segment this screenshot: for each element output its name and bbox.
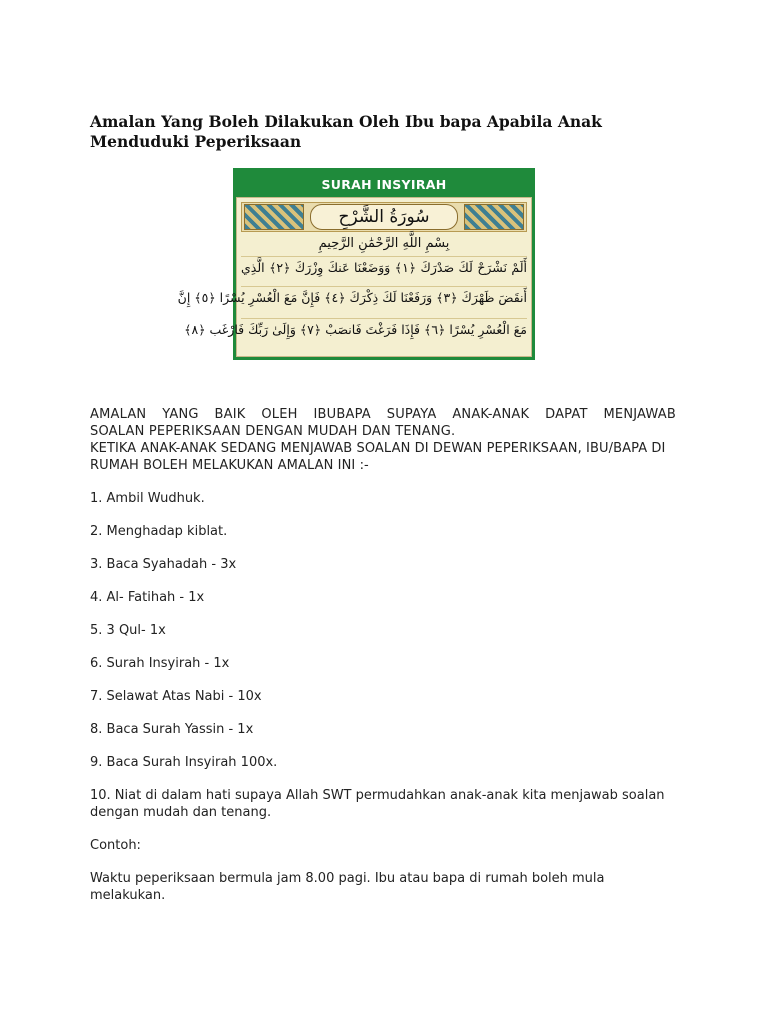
divider — [241, 318, 527, 319]
verse-line-2: أَنقَضَ ظَهْرَكَ ﴿٣﴾ وَرَفَعْنَا لَكَ ذِكْرَكَ ﴿٤﴾ فَإِنَّ مَعَ الْعُسْرِ يُسْرًا ﴿٥﴾ إِنَّ — [177, 290, 527, 305]
figure-body — [177, 197, 532, 357]
list-item: 5. 3 Qul- 1x — [90, 623, 166, 638]
surah-insyirah-image — [177, 168, 535, 360]
verse-line-1: أَلَمْ نَشْرَحْ لَكَ صَدْرَكَ ﴿١﴾ وَوَضَعْنَا عَنكَ وِزْرَكَ ﴿٢﴾ الَّذِي — [241, 260, 527, 275]
example-label: Contoh: — [90, 838, 141, 853]
list-item: 6. Surah Insyirah - 1x — [90, 656, 230, 671]
list-item: 9. Baca Surah Insyirah 100x. — [90, 755, 278, 770]
ornament-right-icon — [464, 204, 524, 230]
intro-line-2: SOALAN PEPERIKSAAN DENGAN MUDAH DAN TENANG. — [90, 424, 456, 439]
list-item: 3. Baca Syahadah - 3x — [90, 557, 237, 572]
document-body — [90, 406, 676, 920]
intro-line-1: AMALAN YANG BAIK OLEH IBUBAPA SUPAYA ANAK-ANAK DAPAT MENJAWAB — [90, 407, 676, 422]
divider — [241, 286, 527, 287]
surah-title-banner — [241, 202, 527, 232]
document-title: Amalan Yang Boleh Dilakukan Oleh Ibu bapa Apabila Anak Menduduki Peperiksaan — [90, 112, 602, 151]
divider — [241, 256, 527, 257]
basmala: بِسْمِ اللَّهِ الرَّحْمَٰنِ الرَّحِيمِ — [318, 236, 450, 251]
verse-line-3: مَعَ الْعُسْرِ يُسْرًا ﴿٦﴾ فَإِذَا فَرَغْتَ فَانصَبْ ﴿٧﴾ وَإِلَىٰ رَبِّكَ فَارْغَب ﴿٨﴾ — [184, 322, 527, 337]
surah-name: سُورَةُ الشَّرْحِ — [310, 204, 458, 230]
list-item: 1. Ambil Wudhuk. — [90, 491, 205, 506]
list-item: 2. Menghadap kiblat. — [90, 524, 228, 539]
list-item: 8. Baca Surah Yassin - 1x — [90, 722, 254, 737]
list-item: 4. Al- Fatihah - 1x — [90, 590, 205, 605]
list-item: 7. Selawat Atas Nabi - 10x — [90, 689, 262, 704]
example-text: Waktu peperiksaan bermula jam 8.00 pagi. Ibu atau bapa di rumah boleh mula melakukan. — [90, 871, 605, 903]
ornament-left-icon — [244, 204, 304, 230]
list-item: 10. Niat di dalam hati supaya Allah SWT permudahkan anak-anak kita menjawab soalan dengan mudah dan tenang. — [90, 788, 665, 820]
sub-intro: KETIKA ANAK-ANAK SEDANG MENJAWAB SOALAN DI DEWAN PEPERIKSAAN, IBU/BAPA DI RUMAH BOLEH MELAKUKAN AMALAN INI :- — [90, 441, 666, 473]
figure-header: SURAH INSYIRAH — [321, 176, 447, 192]
